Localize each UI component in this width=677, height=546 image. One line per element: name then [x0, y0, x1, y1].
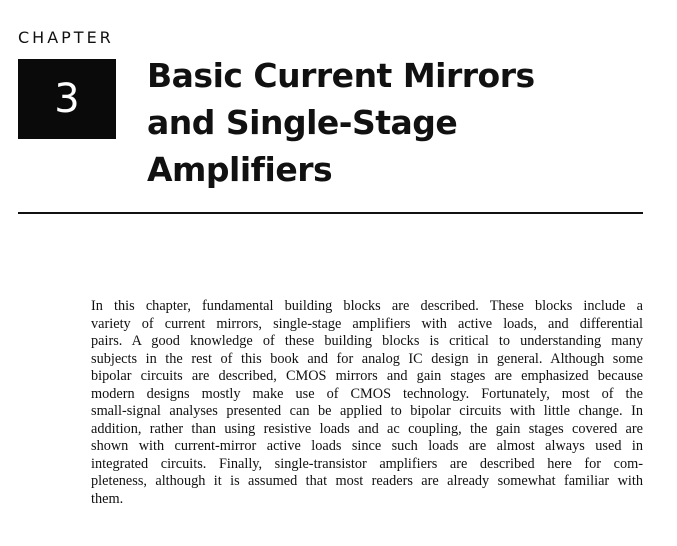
- paragraph-line: bipolar circuits are described, CMOS mirrors and gain stages are emphasized because: [91, 368, 643, 384]
- chapter-number: 3: [54, 76, 80, 122]
- chapter-title: [147, 52, 535, 193]
- paragraph-line: shown with current-mirror active loads since such loads are almost always used in: [91, 438, 643, 454]
- paragraph-line: them.: [91, 490, 124, 507]
- chapter-title-line: and Single-Stage: [147, 103, 458, 142]
- chapter-title-line: Amplifiers: [147, 150, 333, 189]
- paragraph-line: small-signal analyses presented can be applied to bipolar circuits with little change. In: [91, 403, 643, 419]
- paragraph-line: pairs. A good knowledge of these building blocks is critical to understanding many: [91, 333, 643, 349]
- chapter-label: CHAPTER: [18, 28, 114, 47]
- paragraph-line: modern designs mostly make use of CMOS technology. Fortunately, most of the: [91, 385, 643, 402]
- paragraph-line: subjects in the rest of this book and for analog IC design in general. Although some: [91, 350, 643, 367]
- paragraph-line: addition, rather than using resistive loads and ac coupling, the gain stages covered are: [91, 420, 643, 437]
- chapter-number-box: [18, 59, 116, 139]
- chapter-title-line: Basic Current Mirrors: [147, 56, 535, 95]
- intro-paragraph: [91, 298, 643, 508]
- paragraph-line: integrated circuits. Finally, single-transistor amplifiers are described here for com-: [91, 455, 643, 472]
- paragraph-line: In this chapter, fundamental building blocks are described. These blocks include a: [91, 298, 643, 314]
- paragraph-line: pleteness, although it is assumed that most readers are already somewhat familiar with: [91, 473, 643, 489]
- title-rule: [18, 212, 643, 214]
- paragraph-line: variety of current mirrors, single-stage amplifiers with active loads, and differential: [91, 315, 643, 332]
